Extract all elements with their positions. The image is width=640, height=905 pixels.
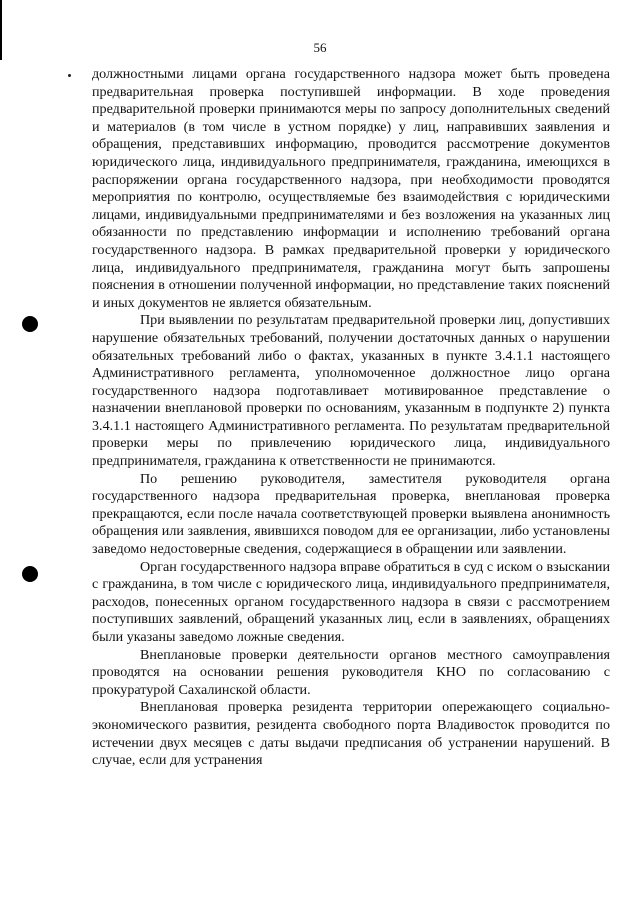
document-body <box>92 66 610 770</box>
scan-speck <box>68 74 71 77</box>
paragraph-termination: По решению руководителя, заместителя руководителя органа государственного надзора предварительная проверка, внеплановая проверка прекращаются, если после начала соответствующей проверки выявлена анонимность обращения или заявления, явившихся поводом для ее организации, либо установлены заведомо недостоверные сведения, содержащиеся в обращении или заявлении. <box>92 470 610 558</box>
page-number: 56 <box>313 40 327 55</box>
paragraph-resident-inspection: Внеплановая проверка резидента территории опережающего социально-экономического развития, резидента свободного порта Владивосток проводится по истечении двух месяцев с даты выдачи предписания об устранении нарушений. В случае, если для устранения <box>92 699 610 769</box>
paragraph-court-claim: Орган государственного надзора вправе обратиться в суд с иском о взыскании с гражданина, в том числе с юридического лица, индивидуального предпринимателя, расходов, понесенных органом государственного надзора в связи с рассмотрением поступивших заявлений, обращений указанных лиц, если в заявлениях, обращениях были указаны заведомо ложные сведения. <box>92 558 610 645</box>
punch-hole-top <box>22 316 38 332</box>
paragraph-continuation: должностными лицами органа государственного надзора может быть проведена предварительная проверка поступившей информации. В ходе проведения предварительной проверки принимаются меры по запросу дополнительных сведений и материалов (в том числе в устном порядке) у лиц, направивших заявления и обращения, представивших информацию, проводится рассмотрение документов юридического лица, индивидуального предпринимателя, гражданина, имеющихся в распоряжении органа государственного надзора, при необходимости проводятся мероприятия по контролю, осуществляемые без взаимодействия с юридическими лицами, индивидуальными предпринимателями и без возложения на указанных лиц обязанности по представлению информации и исполнению требований органа государственного надзора. В рамках предварительной проверки у юридического лица, индивидуального предпринимателя, гражданина могут быть запрошены пояснения в отношении полученной информации, но представление таких пояснений и иных документов не является обязательным. <box>92 66 610 311</box>
punch-hole-bottom <box>22 566 38 582</box>
paragraph-violation-detection: При выявлении по результатам предварительной проверки лиц, допустивших нарушение обязательных требований, получении достаточных данных о нарушении обязательных требований либо о фактах, указанных в пункте 3.4.1.1 настоящего Административного регламента, уполномоченное должностное лицо органа государственного надзора подготавливает мотивированное представление о назначении внеплановой проверки по основаниям, указанным в подпункте 2) пункта 3.4.1.1 настоящего Административного регламента. По результатам предварительной проверки меры по привлечению юридического лица, индивидуального предпринимателя, гражданина к ответственности не принимаются. <box>92 312 610 470</box>
paragraph-local-government: Внеплановые проверки деятельности органов местного самоуправления проводятся на основании решения руководителя КНО по согласованию с прокуратурой Сахалинской области. <box>92 646 610 698</box>
